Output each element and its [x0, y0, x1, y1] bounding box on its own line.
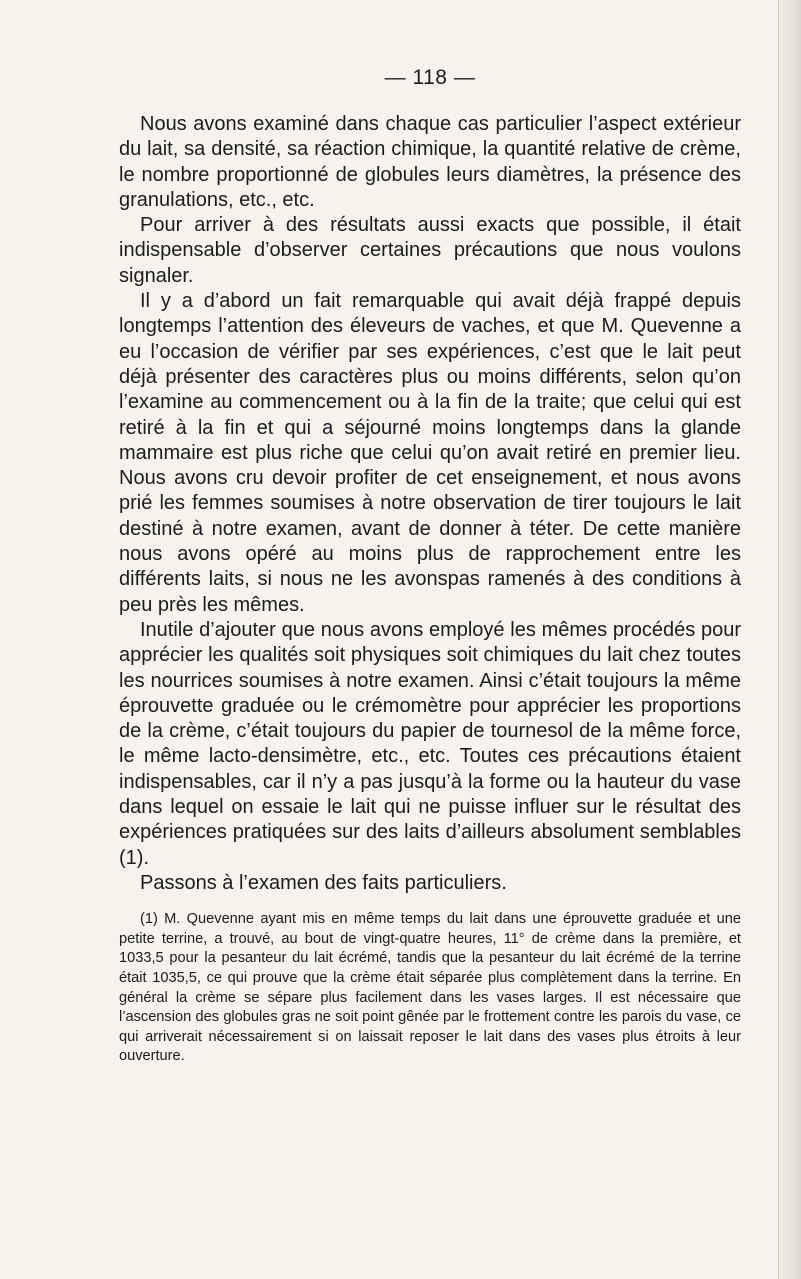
paragraph-1: Nous avons examiné dans chaque cas particulier l’aspect extérieur du lait, sa densité, sa réaction chimique, la quantité relative de crème, le nombre proportionné de globules leurs diamètres, la présence des granulations, etc., etc.: [119, 113, 741, 211]
footnote: [119, 910, 741, 1067]
paragraph-4: Inutile d’ajouter que nous avons employé les mêmes procédés pour apprécier les qualités soit physiques soit chimiques du lait chez toutes les nourrices soumises à notre examen. Ainsi c’était toujours la même éprouvette graduée ou le crémomètre pour apprécier les proportions de la crème, c’était toujours du papier de tournesol de la même force, le même lacto-densimètre, etc., etc. Toutes ces précautions étaient indispensables, car il n’y a pas jusqu’à la forme ou la hauteur du vase dans lequel on essaie le lait qui ne puisse influer sur le résultat des expériences pratiquées sur des laits d’ailleurs absolument semblables (1).: [119, 618, 741, 869]
page-edge: [778, 0, 801, 1279]
footnote-text: (1) M. Quevenne ayant mis en même temps du lait dans une éprouvette graduée et une petite terrine, a trouvé, au bout de vingt-quatre heures, 11° de crème dans la première, et 1033,5 pour la pesanteur du lait écrémé, tandis que la pesanteur du lait écrémé de la terrine était 1035,5, ce qui prouve que la crème était séparée plus complètement dans la terrine. En général la crème se sépare plus facilement dans les vases larges. Il est nécessaire que l’ascension des globules gras ne soit point gênée par le frottement contre les parois du vase, ce qui arriverait nécessairement si on laissait reposer le lait dans des vases plus étroits à leur ouverture.: [119, 911, 741, 1065]
page-number: — 118 —: [384, 66, 476, 89]
main-text: [119, 112, 741, 896]
paragraph-3: Il y a d’abord un fait remarquable qui avait déjà frappé depuis longtemps l’attention des éleveurs de vaches, et que M. Quevenne a eu l’occasion de vérifier par ses expériences, c’est que le lait peut déjà présenter des caractères plus ou moins différents, selon qu’on l’examine au commencement ou à la fin de la traite; que celui qui est retiré à la fin et qui a séjourné moins longtemps dans la glande mammaire est plus riche que celui qu’on avait retiré en premier lieu. Nous avons cru devoir profiter de cet enseignement, et nous avons prié les femmes soumises à notre observation de tirer toujours le lait destiné à notre examen, avant de donner à téter. De cette manière nous avons opéré au moins plus de rapprochement entre les différents laits, si nous ne les avonspas ramenés à des conditions à peu près les mêmes.: [119, 290, 741, 616]
paragraph-2: Pour arriver à des résultats aussi exacts que possible, il était indispensable d’observer certaines précautions que nous voulons signaler.: [119, 214, 741, 287]
paragraph-5: Passons à l’examen des faits particuliers.: [140, 871, 507, 894]
book-page: [119, 64, 741, 1067]
